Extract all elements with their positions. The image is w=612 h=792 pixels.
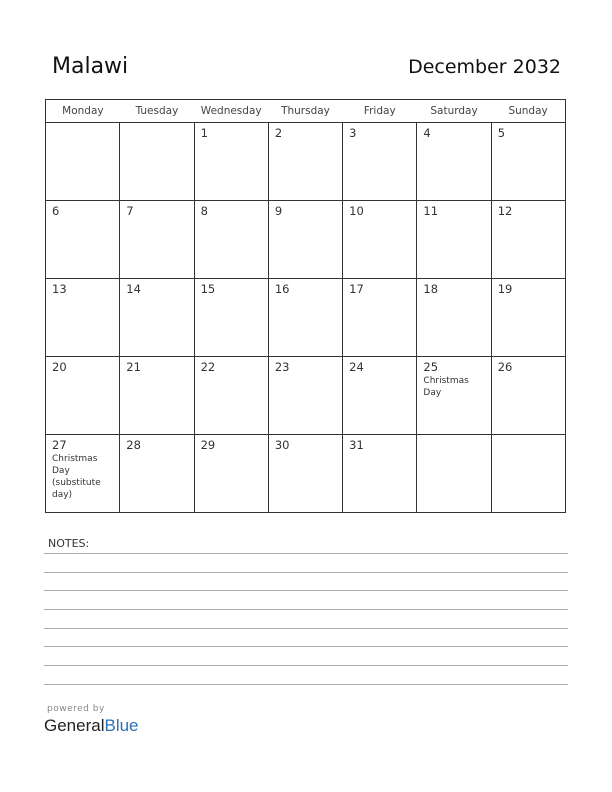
day-number: 18 (423, 282, 439, 296)
calendar-day-cell (417, 435, 491, 513)
day-number: 24 (349, 360, 364, 374)
day-number: 17 (349, 282, 364, 296)
calendar-day-cell (343, 435, 417, 513)
calendar-day-cell (120, 201, 194, 279)
day-number: 6 (52, 204, 60, 218)
calendar-day-cell (46, 357, 120, 435)
calendar-day-cell (268, 435, 342, 513)
day-number: 10 (349, 204, 364, 218)
holiday-label: Christmas Day (423, 376, 469, 398)
day-number: 20 (52, 360, 67, 374)
day-number: 4 (423, 126, 431, 140)
calendar-day-cell (268, 123, 342, 201)
calendar-day-cell (46, 201, 120, 279)
notes-label: NOTES: (48, 537, 90, 550)
powered-by-text: powered by (47, 704, 105, 714)
calendar-day-cell (194, 123, 268, 201)
holiday-label: Christmas Day (substitute day) (52, 454, 101, 500)
day-number: 12 (497, 204, 513, 218)
calendar-day-cell (46, 123, 120, 201)
calendar-day-cell (120, 279, 194, 357)
weekday-header-row (46, 100, 566, 123)
notes-line (44, 684, 568, 685)
notes-line (44, 646, 568, 647)
day-number: 1 (200, 126, 208, 140)
generalblue-logo (44, 716, 139, 736)
calendar-day-cell (491, 279, 565, 357)
day-number: 11 (423, 204, 439, 218)
calendar-day-cell (268, 201, 342, 279)
calendar-week-row (46, 435, 566, 513)
notes-line (44, 665, 568, 666)
calendar-day-cell (120, 123, 194, 201)
weekday-header: Wednesday (194, 100, 268, 123)
day-number: 8 (200, 204, 208, 218)
weekday-header: Tuesday (120, 100, 194, 123)
weekday-header: Friday (343, 100, 417, 123)
calendar-day-cell (491, 435, 565, 513)
notes-line (44, 572, 568, 573)
brand-blue: Blue (104, 716, 139, 735)
calendar-day-cell (343, 357, 417, 435)
weekday-header: Sunday (491, 100, 565, 123)
calendar-grid (45, 99, 566, 513)
weekday-header: Monday (46, 100, 120, 123)
day-number: 27 (52, 438, 67, 452)
day-number: 28 (126, 438, 141, 452)
calendar-day-cell (491, 357, 565, 435)
country-title: Malawi (52, 54, 129, 79)
day-number: 3 (349, 126, 357, 140)
day-number: 23 (274, 360, 290, 374)
notes-line (44, 609, 568, 610)
calendar-day-cell (417, 201, 491, 279)
day-number: 21 (126, 360, 141, 374)
calendar-day-cell (417, 123, 491, 201)
weekday-header: Thursday (268, 100, 342, 123)
day-number: 5 (497, 126, 506, 140)
calendar-day-cell (120, 435, 194, 513)
calendar-day-cell (268, 357, 342, 435)
day-number: 26 (497, 360, 513, 374)
calendar-day-cell (46, 435, 120, 513)
calendar-week-row (46, 201, 566, 279)
day-number: 14 (126, 282, 141, 296)
calendar-day-cell (491, 123, 565, 201)
day-number: 22 (200, 360, 216, 374)
calendar-week-row (46, 279, 566, 357)
calendar-day-cell (194, 435, 268, 513)
calendar-day-cell (343, 279, 417, 357)
calendar-day-cell (268, 279, 342, 357)
day-number: 2 (274, 126, 283, 140)
calendar-day-cell (194, 201, 268, 279)
calendar-day-cell (120, 357, 194, 435)
day-number: 7 (126, 204, 134, 218)
weekday-header: Saturday (417, 100, 491, 123)
day-number: 15 (200, 282, 216, 296)
day-number: 30 (274, 438, 290, 452)
day-number: 13 (52, 282, 67, 296)
calendar-week-row (46, 123, 566, 201)
calendar-day-cell (343, 201, 417, 279)
notes-line (44, 628, 568, 629)
calendar-week-row (46, 357, 566, 435)
notes-line (44, 553, 568, 554)
calendar-day-cell (491, 201, 565, 279)
day-number: 29 (200, 438, 216, 452)
calendar-day-cell (417, 357, 491, 435)
calendar-day-cell (194, 357, 268, 435)
day-number: 9 (274, 204, 283, 218)
day-number: 31 (349, 438, 364, 452)
calendar-day-cell (417, 279, 491, 357)
calendar-day-cell (194, 279, 268, 357)
calendar-day-cell (343, 123, 417, 201)
brand-general: General (44, 716, 105, 735)
day-number: 19 (497, 282, 513, 296)
month-year-title: December 2032 (408, 56, 561, 78)
day-number: 25 (423, 360, 439, 374)
calendar-day-cell (46, 279, 120, 357)
notes-line (44, 590, 568, 591)
day-number: 16 (274, 282, 290, 296)
